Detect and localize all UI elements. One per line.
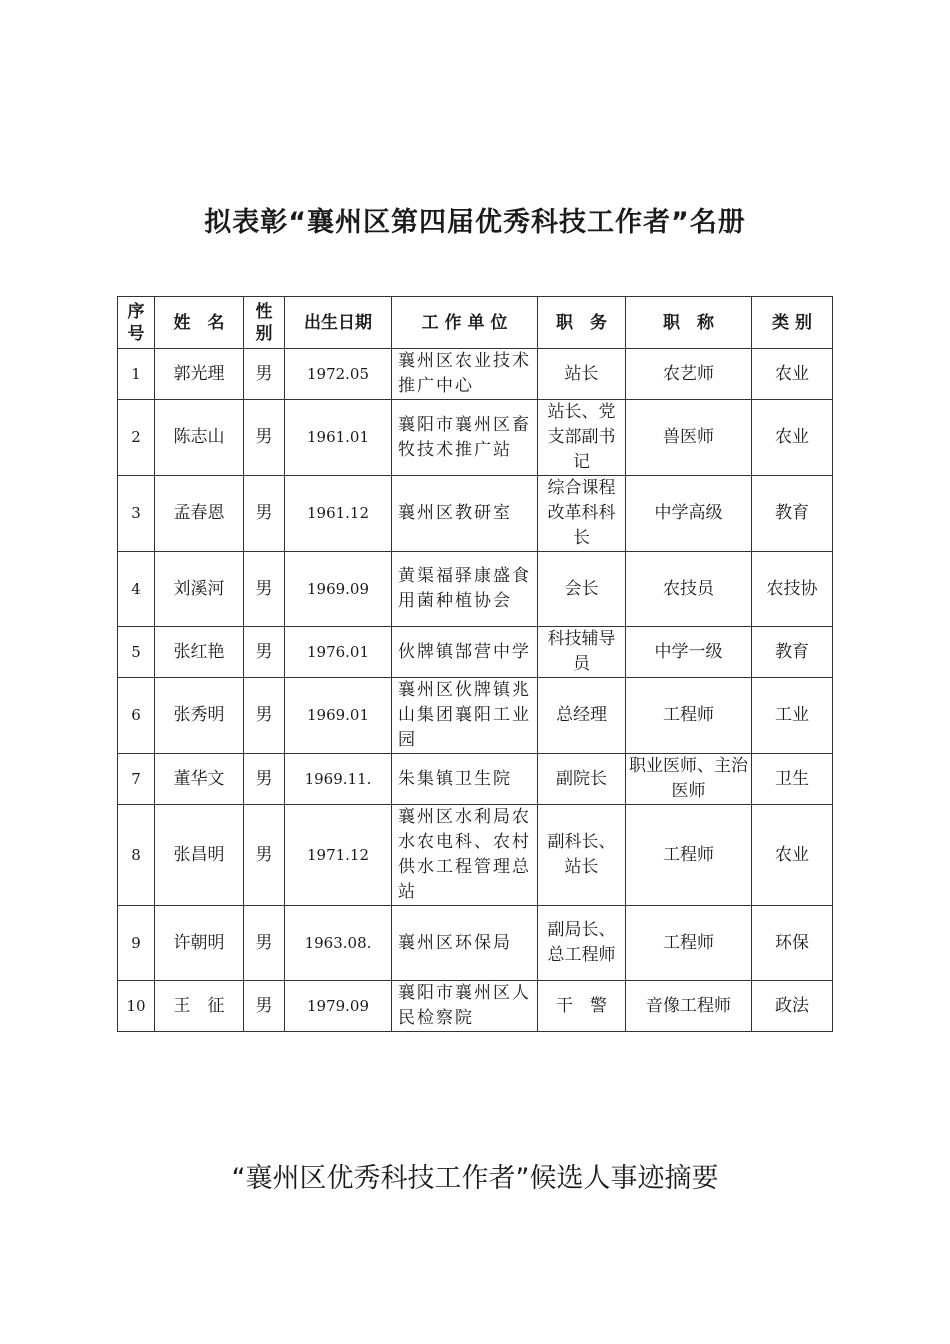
cell-unit: 襄州区教研室	[392, 476, 538, 552]
cell-title: 中学一级	[626, 627, 752, 678]
cell-title: 工程师	[626, 906, 752, 981]
cell-category: 工业	[752, 678, 833, 754]
cell-title: 职业医师、主治医师	[626, 754, 752, 805]
cell-category: 农技协	[752, 552, 833, 627]
cell-category: 教育	[752, 627, 833, 678]
cell-name: 张昌明	[155, 805, 244, 906]
cell-title: 音像工程师	[626, 981, 752, 1032]
cell-position: 总经理	[538, 678, 626, 754]
cell-name: 王 征	[155, 981, 244, 1032]
cell-unit: 黄渠福驿康盛食用菌种植协会	[392, 552, 538, 627]
cell-unit: 襄阳市襄州区人民检察院	[392, 981, 538, 1032]
table-row	[118, 906, 833, 981]
cell-name: 张红艳	[155, 627, 244, 678]
table-row	[118, 476, 833, 552]
table-row	[118, 678, 833, 754]
cell-position: 科技辅导员	[538, 627, 626, 678]
cell-gender: 男	[244, 754, 285, 805]
cell-gender: 男	[244, 552, 285, 627]
cell-gender: 男	[244, 906, 285, 981]
cell-birth: 1963.08.	[285, 906, 392, 981]
cell-no: 8	[118, 805, 155, 906]
cell-unit: 襄州区农业技术推广中心	[392, 349, 538, 400]
cell-category: 政法	[752, 981, 833, 1032]
cell-unit: 襄州区环保局	[392, 906, 538, 981]
cell-unit: 伙牌镇郜营中学	[392, 627, 538, 678]
section-subtitle: “襄州区优秀科技工作者”候选人事迹摘要	[231, 1163, 719, 1194]
cell-position: 站长	[538, 349, 626, 400]
cell-position: 综合课程改革科科长	[538, 476, 626, 552]
cell-birth: 1979.09	[285, 981, 392, 1032]
cell-category: 农业	[752, 805, 833, 906]
cell-position: 干 警	[538, 981, 626, 1032]
cell-title: 工程师	[626, 805, 752, 906]
header-no: 序号	[118, 297, 155, 349]
cell-unit: 襄阳市襄州区畜牧技术推广站	[392, 400, 538, 476]
table-row	[118, 400, 833, 476]
cell-no: 5	[118, 627, 155, 678]
table-row	[118, 627, 833, 678]
cell-title: 工程师	[626, 678, 752, 754]
cell-birth: 1969.01	[285, 678, 392, 754]
cell-name: 刘溪河	[155, 552, 244, 627]
cell-no: 3	[118, 476, 155, 552]
header-unit: 工 作 单 位	[392, 297, 538, 349]
cell-gender: 男	[244, 476, 285, 552]
cell-gender: 男	[244, 627, 285, 678]
cell-no: 10	[118, 981, 155, 1032]
table-row	[118, 805, 833, 906]
cell-position: 副院长	[538, 754, 626, 805]
cell-position: 会长	[538, 552, 626, 627]
table-row	[118, 981, 833, 1032]
cell-birth: 1961.12	[285, 476, 392, 552]
cell-gender: 男	[244, 805, 285, 906]
cell-position: 副局长、总工程师	[538, 906, 626, 981]
cell-position: 副科长、站长	[538, 805, 626, 906]
cell-birth: 1969.09	[285, 552, 392, 627]
cell-name: 陈志山	[155, 400, 244, 476]
cell-name: 董华文	[155, 754, 244, 805]
cell-gender: 男	[244, 400, 285, 476]
cell-position: 站长、党支部副书记	[538, 400, 626, 476]
cell-birth: 1969.11.	[285, 754, 392, 805]
cell-unit: 襄州区伙牌镇兆山集团襄阳工业园	[392, 678, 538, 754]
table-row	[118, 754, 833, 805]
cell-name: 许朝明	[155, 906, 244, 981]
header-position: 职 务	[538, 297, 626, 349]
table-row	[118, 552, 833, 627]
cell-unit: 朱集镇卫生院	[392, 754, 538, 805]
table-header-row	[118, 297, 833, 349]
cell-title: 农技员	[626, 552, 752, 627]
award-list-table	[117, 296, 833, 1032]
header-gender: 性别	[244, 297, 285, 349]
cell-title: 中学高级	[626, 476, 752, 552]
cell-no: 9	[118, 906, 155, 981]
cell-birth: 1971.12	[285, 805, 392, 906]
cell-category: 卫生	[752, 754, 833, 805]
cell-no: 7	[118, 754, 155, 805]
cell-no: 2	[118, 400, 155, 476]
cell-gender: 男	[244, 678, 285, 754]
header-name: 姓 名	[155, 297, 244, 349]
cell-name: 郭光理	[155, 349, 244, 400]
cell-no: 6	[118, 678, 155, 754]
header-category: 类 别	[752, 297, 833, 349]
cell-name: 孟春恩	[155, 476, 244, 552]
cell-category: 农业	[752, 400, 833, 476]
header-birth: 出生日期	[285, 297, 392, 349]
cell-no: 1	[118, 349, 155, 400]
cell-gender: 男	[244, 981, 285, 1032]
cell-category: 教育	[752, 476, 833, 552]
cell-category: 农业	[752, 349, 833, 400]
cell-no: 4	[118, 552, 155, 627]
cell-birth: 1972.05	[285, 349, 392, 400]
cell-title: 兽医师	[626, 400, 752, 476]
cell-gender: 男	[244, 349, 285, 400]
cell-birth: 1976.01	[285, 627, 392, 678]
cell-unit: 襄州区水利局农水农电科、农村供水工程管理总站	[392, 805, 538, 906]
page-title: 拟表彰“襄州区第四届优秀科技工作者”名册	[204, 207, 746, 238]
cell-title: 农艺师	[626, 349, 752, 400]
header-title: 职 称	[626, 297, 752, 349]
table-row	[118, 349, 833, 400]
cell-name: 张秀明	[155, 678, 244, 754]
cell-category: 环保	[752, 906, 833, 981]
cell-birth: 1961.01	[285, 400, 392, 476]
